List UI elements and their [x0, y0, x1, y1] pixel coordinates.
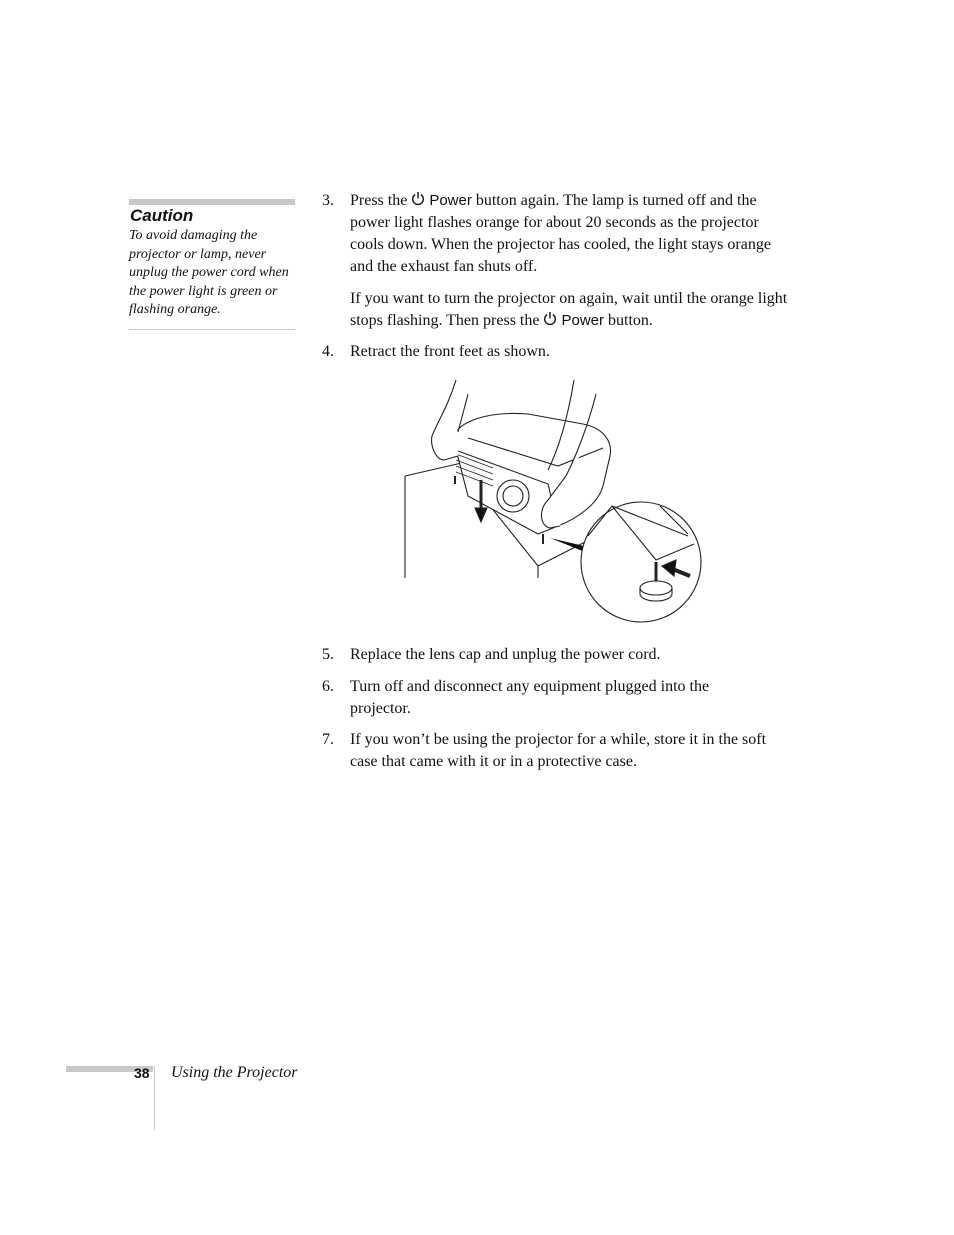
step-text: Turn off and disconnect any equipment plugged into the projector.	[350, 678, 710, 717]
step-text: Retract the front feet as shown.	[350, 343, 550, 360]
step-4	[322, 341, 792, 363]
retract-feet-illustration	[398, 376, 708, 626]
step-number: 6.	[322, 678, 334, 695]
caution-title: Caution	[130, 206, 194, 225]
power-icon	[543, 311, 557, 326]
step-text: Replace the lens cap and unplug the power cord.	[350, 646, 661, 663]
step-number: 7.	[322, 731, 334, 748]
step-6	[322, 676, 792, 720]
step-5	[322, 644, 792, 666]
step-number: 3.	[322, 192, 334, 209]
page-number: 38	[134, 1065, 150, 1081]
step-3	[322, 190, 792, 278]
caution-bottom-rule	[129, 329, 295, 330]
step-text: Press the Power button again. The lamp is turned off and the power light flashes orange for about 20 seconds as the projector cools down. When the projector has cooled, the light stays orange and the exhaust fan shuts off.	[350, 192, 771, 275]
footer-divider	[154, 1066, 155, 1130]
power-button-label: Power	[429, 192, 472, 209]
caution-text: To avoid damaging the projector or lamp, never unplug the power cord when the power light is green or flashing orange.	[129, 228, 289, 318]
step-number: 4.	[322, 343, 334, 360]
footer-section-title: Using the Projector	[171, 1064, 298, 1081]
step-number: 5.	[322, 646, 334, 663]
step-3-note: If you want to turn the projector on again, wait until the orange light stops flashing. Then press the Power button.	[350, 290, 788, 329]
power-button-label: Power	[561, 312, 604, 329]
step-7	[322, 729, 792, 773]
step-text: If you won’t be using the projector for a while, store it in the soft case that came with it or in a protective case.	[350, 731, 767, 770]
power-icon	[411, 191, 425, 206]
